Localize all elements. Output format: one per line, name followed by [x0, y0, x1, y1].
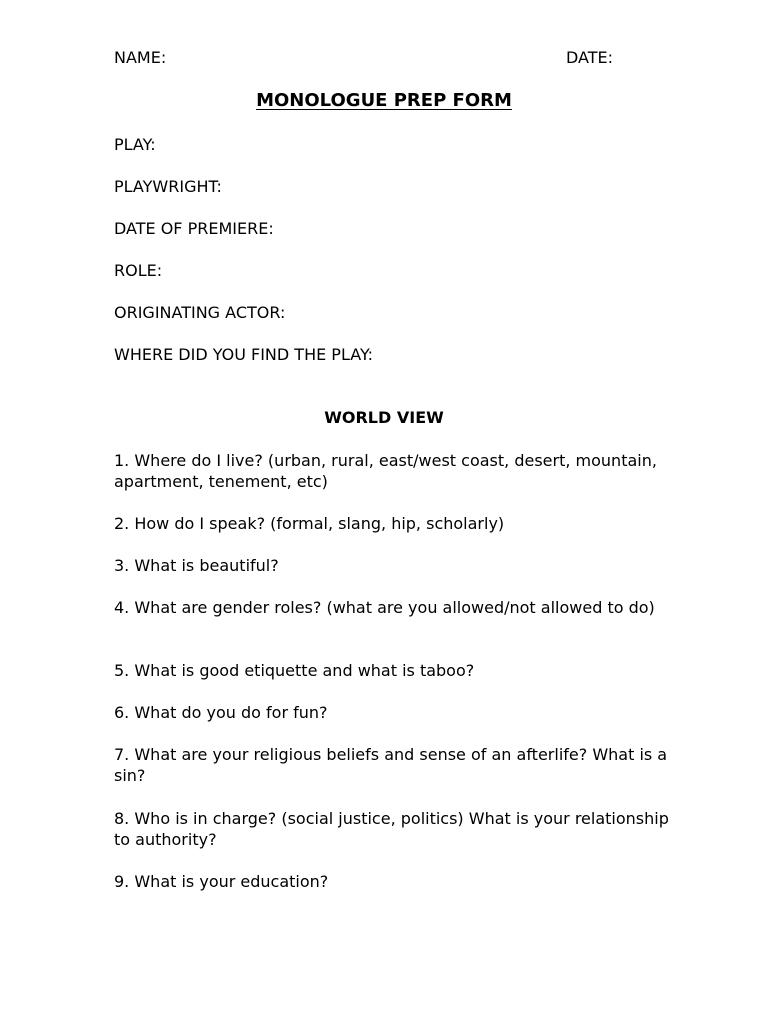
- question-7: 7. What are your religious beliefs and sense of an afterlife? What is a sin?: [114, 745, 668, 785]
- form-title-text: MONOLOGUE PREP FORM: [256, 90, 512, 111]
- question-1: 1. Where do I live? (urban, rural, east/west coast, desert, mountain, apartment, tenement, etc): [114, 451, 657, 491]
- date-label: DATE:: [566, 48, 614, 67]
- field-where-found: WHERE DID YOU FIND THE PLAY:: [114, 345, 373, 364]
- question-2: 2. How do I speak? (formal, slang, hip, scholarly): [114, 514, 505, 533]
- world-view-heading: WORLD VIEW: [324, 408, 444, 427]
- question-9: 9. What is your education?: [114, 872, 329, 891]
- question-6: 6. What do you do for fun?: [114, 703, 328, 722]
- field-role: ROLE:: [114, 261, 163, 280]
- question-3: 3. What is beautiful?: [114, 556, 279, 575]
- name-label: NAME:: [114, 48, 167, 67]
- question-5: 5. What is good etiquette and what is taboo?: [114, 661, 475, 680]
- field-date-of-premiere: DATE OF PREMIERE:: [114, 219, 274, 238]
- field-originating-actor: ORIGINATING ACTOR:: [114, 303, 286, 322]
- field-playwright: PLAYWRIGHT:: [114, 177, 222, 196]
- field-play: PLAY:: [114, 135, 156, 154]
- form-title: [0, 89, 768, 112]
- question-8: 8. Who is in charge? (social justice, politics) What is your relationship to authority?: [114, 809, 669, 849]
- question-4: 4. What are gender roles? (what are you allowed/not allowed to do): [114, 598, 655, 617]
